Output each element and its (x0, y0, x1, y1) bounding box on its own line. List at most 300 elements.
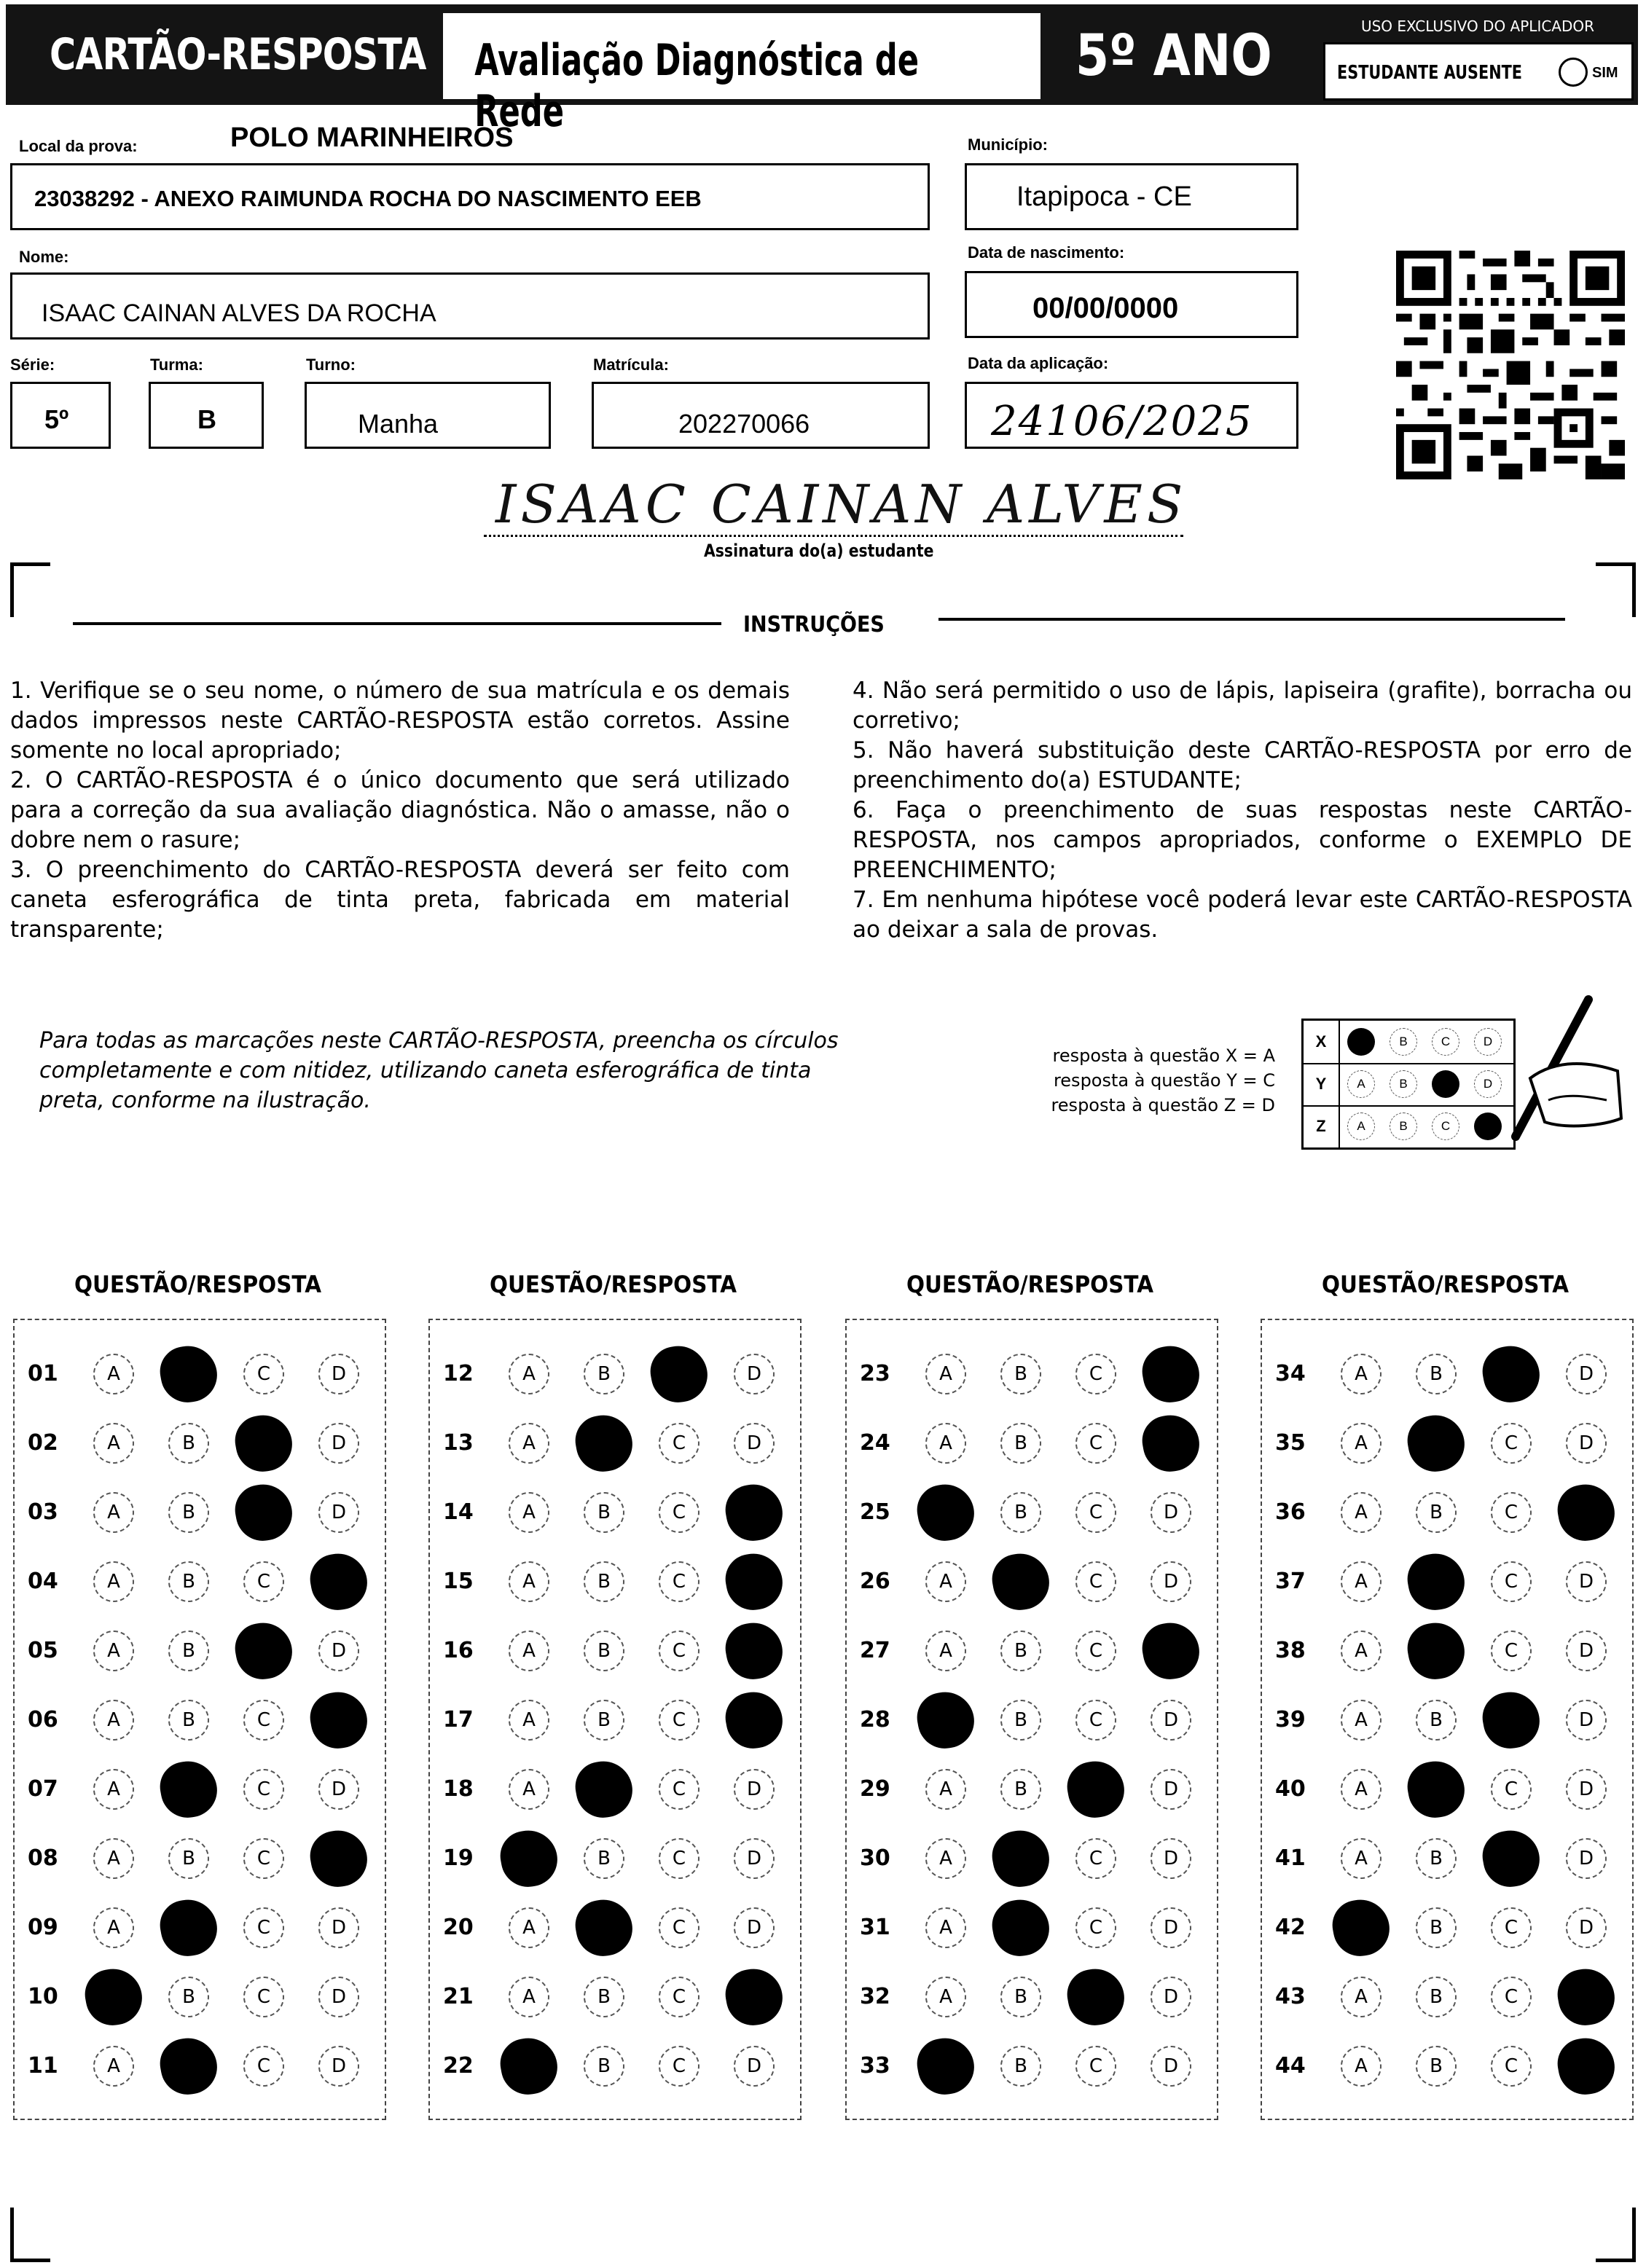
answer-bubble-d[interactable]: D (1151, 1561, 1191, 1602)
question-number: 07 (28, 1776, 58, 1802)
answer-bubble-c[interactable]: C (1478, 1687, 1544, 1753)
applicator-title: USO EXCLUSIVO DO APLICADOR (1360, 17, 1595, 35)
answer-bubble-b[interactable]: B (1000, 1769, 1041, 1810)
answer-bubble-b[interactable]: B (168, 1631, 209, 1671)
column-title: QUESTÃO/RESPOSTA (490, 1271, 737, 1298)
school-field (10, 163, 930, 230)
answer-bubble-c[interactable]: C (659, 1907, 699, 1948)
turno-field (305, 382, 551, 449)
answer-bubble-b[interactable]: B (1416, 1700, 1457, 1741)
answer-bubble-d[interactable]: D (318, 1907, 359, 1948)
answer-bubble-c[interactable]: C (659, 1977, 699, 2017)
example-bubble-d: D (1474, 1028, 1502, 1056)
answer-bubble-d[interactable]: D (721, 1549, 787, 1614)
answer-bubble-a[interactable]: A (913, 1480, 979, 1545)
answer-bubble-c[interactable]: C (231, 1480, 297, 1545)
answer-bubble-d[interactable]: D (318, 1423, 359, 1464)
question-number: 17 (443, 1707, 474, 1733)
answer-bubble-a[interactable]: A (496, 1826, 562, 1891)
question-number: 10 (28, 1984, 58, 2009)
answer-bubble-b[interactable]: B (584, 1700, 624, 1741)
answer-bubble-c[interactable]: C (1075, 1838, 1116, 1879)
column-title: QUESTÃO/RESPOSTA (74, 1271, 321, 1298)
question-number: 27 (860, 1638, 890, 1663)
answer-bubble-a[interactable]: A (93, 1700, 134, 1741)
question-number: 33 (860, 2053, 890, 2079)
instructions-right (853, 676, 1632, 945)
answer-bubble-b[interactable]: B (1403, 1757, 1469, 1822)
example-bubble-d: D (1474, 1070, 1502, 1098)
answer-bubble-d[interactable]: D (318, 1977, 359, 2017)
answer-bubble-d[interactable]: D (1566, 1700, 1607, 1741)
answer-bubble-b[interactable]: B (988, 1826, 1054, 1891)
answer-bubble-c[interactable]: C (243, 2046, 284, 2087)
answer-bubble-b[interactable]: B (584, 1838, 624, 1879)
answer-bubble-c[interactable]: C (1491, 1492, 1532, 1533)
answer-bubble-a[interactable]: A (925, 1907, 966, 1948)
question-number: 44 (1275, 2053, 1306, 2079)
polo-value: POLO MARINHEIROS (230, 122, 514, 153)
answer-bubble-a[interactable]: A (1341, 1354, 1382, 1394)
answer-bubble-a[interactable]: A (93, 1631, 134, 1671)
answer-bubble-b[interactable]: B (168, 1492, 209, 1533)
answer-bubble-c[interactable]: C (1491, 1907, 1532, 1948)
answer-bubble-b[interactable]: B (1403, 1410, 1469, 1476)
answer-bubble-a[interactable]: A (509, 1492, 549, 1533)
answer-bubble-d[interactable]: D (1138, 1618, 1204, 1684)
answer-bubble-b[interactable]: B (1416, 1838, 1457, 1879)
answer-bubble-c[interactable]: C (659, 1561, 699, 1602)
answer-bubble-b[interactable]: B (584, 1354, 624, 1394)
answer-bubble-d[interactable]: D (734, 1907, 775, 1948)
question-number: 29 (860, 1776, 890, 1802)
answer-bubble-c[interactable]: C (1075, 1700, 1116, 1741)
answer-bubble-d[interactable]: D (1151, 2046, 1191, 2087)
example-bubble-a: A (1347, 1070, 1375, 1098)
matricula-value: 202270066 (678, 409, 810, 439)
instruction-item: 2. O CARTÃO-RESPOSTA é o único documento que será utilizado para a correção da sua avaliação diagnóstica. Não o amasse, não o dobre nem o rasure; (10, 767, 790, 853)
answer-bubble-b[interactable]: B (156, 1895, 222, 1961)
answer-bubble-d[interactable]: D (306, 1687, 372, 1753)
answer-bubble-c[interactable]: C (231, 1618, 297, 1684)
answer-bubble-c[interactable]: C (646, 1341, 712, 1407)
answer-bubble-c[interactable]: C (1491, 1977, 1532, 2017)
answer-bubble-c[interactable]: C (243, 1907, 284, 1948)
answer-bubble-c[interactable]: C (243, 1838, 284, 1879)
answer-bubble-c[interactable]: C (1075, 1423, 1116, 1464)
example-bubble-b: B (1390, 1070, 1417, 1098)
answer-bubble-a[interactable]: A (925, 1769, 966, 1810)
header-bar (6, 4, 1638, 137)
answer-bubble-c[interactable]: C (1075, 1561, 1116, 1602)
nascimento-field (965, 271, 1298, 338)
question-number: 36 (1275, 1499, 1306, 1525)
answer-bubble-a[interactable]: A (1341, 2046, 1382, 2087)
question-number: 23 (860, 1361, 890, 1386)
example-bubble-c: C (1432, 1113, 1459, 1140)
answer-bubble-d[interactable]: D (734, 1769, 775, 1810)
answer-bubble-b[interactable]: B (1416, 2046, 1457, 2087)
question-number: 30 (860, 1845, 890, 1871)
answer-bubble-b[interactable]: B (1416, 1907, 1457, 1948)
answer-bubble-b[interactable]: B (571, 1410, 637, 1476)
aplicacao-handwritten: 24106/2025 (991, 398, 1253, 445)
question-number: 35 (1275, 1430, 1306, 1456)
answer-bubble-b[interactable]: B (1416, 1354, 1457, 1394)
local-label: Local da prova: (19, 137, 138, 155)
answer-bubble-c[interactable]: C (243, 1977, 284, 2017)
answer-bubble-d[interactable]: D (1151, 1769, 1191, 1810)
answer-bubble-d[interactable]: D (318, 1492, 359, 1533)
answer-bubble-d[interactable]: D (1553, 1480, 1619, 1545)
example-question-label: Z (1304, 1105, 1340, 1147)
example-bubble-b: B (1390, 1113, 1417, 1140)
municipio-field (965, 163, 1298, 230)
question-number: 41 (1275, 1845, 1306, 1871)
pen-hand-icon (1479, 991, 1625, 1166)
answer-bubble-d[interactable]: D (1566, 1769, 1607, 1810)
question-number: 16 (443, 1638, 474, 1663)
card-subtitle: Avaliação Diagnóstica de Rede (474, 35, 920, 137)
answer-bubble-a[interactable]: A (93, 1354, 134, 1394)
answer-bubble-a[interactable]: A (1341, 1631, 1382, 1671)
answer-bubble-b[interactable]: B (156, 1341, 222, 1407)
answer-bubble-c[interactable]: C (659, 1769, 699, 1810)
answer-bubble-a[interactable]: A (509, 1423, 549, 1464)
answer-bubble-d[interactable]: D (1566, 1354, 1607, 1394)
example-line: resposta à questão X = A (1052, 1045, 1275, 1066)
answer-bubble-c[interactable]: C (1075, 1492, 1116, 1533)
question-number: 05 (28, 1638, 58, 1663)
instruction-item: 1. Verifique se o seu nome, o número de sua matrícula e os demais dados impressos neste CARTÃO-RESPOSTA estão corretos. Assine somente no local apropriado; (10, 678, 790, 764)
question-number: 31 (860, 1915, 890, 1940)
school-value: 23038292 - ANEXO RAIMUNDA ROCHA DO NASCIMENTO EEB (34, 186, 702, 211)
question-number: 37 (1275, 1569, 1306, 1594)
instruction-item: 3. O preenchimento do CARTÃO-RESPOSTA deverá ser feito com caneta esferográfica de tinta preta, fabricada em material transparente; (10, 857, 790, 943)
question-number: 04 (28, 1569, 58, 1594)
matricula-label: Matrícula: (593, 356, 669, 374)
answer-bubble-b[interactable]: B (988, 1895, 1054, 1961)
question-number: 24 (860, 1430, 890, 1456)
answer-bubble-d[interactable]: D (1566, 1907, 1607, 1948)
answer-bubble-b[interactable]: B (571, 1895, 637, 1961)
instruction-item: 5. Não haverá substituição deste CARTÃO-RESPOSTA por erro de preenchimento do(a) ESTUDANTE; (853, 737, 1632, 793)
answer-bubble-a[interactable]: A (93, 2046, 134, 2087)
answer-bubble-a[interactable]: A (93, 1492, 134, 1533)
answer-bubble-a[interactable]: A (1341, 1977, 1382, 2017)
answer-bubble-b[interactable]: B (1000, 1492, 1041, 1533)
nome-value: ISAAC CAINAN ALVES DA ROCHA (42, 299, 436, 327)
answer-bubble-d[interactable]: D (1553, 1964, 1619, 2030)
answer-bubble-d[interactable]: D (1138, 1341, 1204, 1407)
absent-checkbox[interactable] (1559, 58, 1588, 87)
instruction-item: 4. Não será permitido o uso de lápis, lapiseira (grafite), borracha ou corretivo; (853, 678, 1632, 734)
question-number: 32 (860, 1984, 890, 2009)
answer-bubble-a[interactable]: A (93, 1907, 134, 1948)
turno-value: Manha (358, 409, 439, 439)
question-number: 39 (1275, 1707, 1306, 1733)
answer-bubble-b[interactable]: B (584, 1561, 624, 1602)
question-number: 14 (443, 1499, 474, 1525)
answer-bubble-d[interactable]: D (1553, 2033, 1619, 2099)
answer-bubble-a[interactable]: A (925, 1977, 966, 2017)
turma-field (149, 382, 264, 449)
answer-bubble-d[interactable]: D (721, 1480, 787, 1545)
card-title: CARTÃO-RESPOSTA (50, 29, 426, 80)
answer-bubble-a[interactable]: A (93, 1838, 134, 1879)
example-bubble-b: B (1390, 1028, 1417, 1056)
answer-bubble-b[interactable]: B (1416, 1492, 1457, 1533)
answer-bubble-c[interactable]: C (1075, 1354, 1116, 1394)
answer-bubble-c[interactable]: C (231, 1410, 297, 1476)
answer-bubble-c[interactable]: C (1491, 2046, 1532, 2087)
column-title: QUESTÃO/RESPOSTA (1322, 1271, 1569, 1298)
question-number: 18 (443, 1776, 474, 1802)
answer-bubble-b[interactable]: B (1403, 1618, 1469, 1684)
answer-bubble-b[interactable]: B (571, 1757, 637, 1822)
signature-line (484, 535, 1183, 537)
nascimento-label: Data de nascimento: (968, 243, 1125, 262)
fill-instruction: Para todas as marcações neste CARTÃO-RESPOSTA, preencha os círculos completamente e com nitidez, utilizando caneta esferográfica de tinta preta, conforme na ilustração. (39, 1028, 839, 1113)
answer-bubble-d[interactable]: D (1151, 1700, 1191, 1741)
instruction-item: 6. Faça o preenchimento de suas respostas neste CARTÃO-RESPOSTA, nos campos apropriados, conforme o EXEMPLO DE PREENCHIMENTO; (853, 797, 1632, 883)
answer-bubble-a[interactable]: A (93, 1561, 134, 1602)
corner-mark-top-right (1596, 562, 1636, 617)
answer-bubble-a[interactable]: A (509, 1561, 549, 1602)
answer-bubble-c[interactable]: C (1478, 1341, 1544, 1407)
question-number: 06 (28, 1707, 58, 1733)
answer-bubble-c[interactable]: C (1491, 1561, 1532, 1602)
question-number: 19 (443, 1845, 474, 1871)
answer-bubble-c[interactable]: C (1063, 1757, 1129, 1822)
answer-bubble-d[interactable]: D (734, 1423, 775, 1464)
example-question-label: X (1304, 1021, 1340, 1063)
answer-bubble-a[interactable]: A (1341, 1492, 1382, 1533)
instructions-rule-left (73, 622, 721, 625)
answer-bubble-a[interactable]: A (509, 1631, 549, 1671)
answer-bubble-c[interactable]: C (659, 1700, 699, 1741)
nascimento-value: 00/00/0000 (1032, 292, 1179, 324)
answer-bubble-d[interactable]: D (306, 1826, 372, 1891)
subtitle-box (443, 13, 1040, 137)
answer-bubble-d[interactable]: D (734, 1838, 775, 1879)
answer-bubble-a[interactable]: A (81, 1964, 146, 2030)
municipio-label: Município: (968, 136, 1048, 154)
instructions-left (10, 676, 790, 945)
answer-bubble-b[interactable]: B (1000, 1631, 1041, 1671)
municipio-value: Itapipoca - CE (1016, 181, 1192, 212)
answer-bubble-a[interactable]: A (93, 1423, 134, 1464)
answer-bubble-b[interactable]: B (168, 1700, 209, 1741)
answer-bubble-c[interactable]: C (1075, 1907, 1116, 1948)
instructions-rule-right (938, 618, 1565, 621)
question-number: 21 (443, 1984, 474, 2009)
answer-bubble-d[interactable]: D (1566, 1838, 1607, 1879)
answer-bubble-c[interactable]: C (659, 1838, 699, 1879)
answer-bubble-d[interactable]: D (318, 2046, 359, 2087)
answer-bubble-a[interactable]: A (1341, 1769, 1382, 1810)
serie-label: Série: (10, 356, 55, 374)
nome-label: Nome: (19, 248, 69, 266)
example-line: resposta à questão Z = D (1051, 1095, 1275, 1115)
question-number: 40 (1275, 1776, 1306, 1802)
nome-field (10, 272, 930, 340)
qr-code (1396, 251, 1625, 479)
example-question-label: Y (1304, 1063, 1340, 1105)
answer-bubble-c[interactable]: C (1063, 1964, 1129, 2030)
turma-value: B (197, 404, 216, 434)
answer-bubble-d[interactable]: D (721, 1964, 787, 2030)
answer-bubble-a[interactable]: A (1341, 1838, 1382, 1879)
answer-bubble-a[interactable]: A (1328, 1895, 1394, 1961)
answer-bubble-d[interactable]: D (318, 1354, 359, 1394)
answer-bubble-d[interactable]: D (1151, 1492, 1191, 1533)
answer-bubble-c[interactable]: C (659, 1492, 699, 1533)
corner-mark-bottom-left (10, 2208, 50, 2262)
question-number: 15 (443, 1569, 474, 1594)
answer-bubble-c[interactable]: C (1075, 1631, 1116, 1671)
corner-mark-top-left (10, 562, 50, 617)
answer-bubble-c[interactable]: C (1075, 2046, 1116, 2087)
example-bubble-d: D (1474, 1113, 1502, 1140)
example-bubble-a: A (1347, 1028, 1375, 1056)
question-number: 25 (860, 1499, 890, 1525)
turma-label: Turma: (150, 356, 203, 374)
example-bubble-c: C (1432, 1028, 1459, 1056)
grade-year: 5º ANO (1075, 23, 1272, 89)
aplicacao-label: Data da aplicação: (968, 354, 1109, 372)
instructions-title: INSTRUÇÕES (743, 612, 885, 637)
answer-bubble-a[interactable]: A (509, 1907, 549, 1948)
answer-bubble-b[interactable]: B (1416, 1977, 1457, 2017)
answer-bubble-b[interactable]: B (168, 1561, 209, 1602)
answer-bubble-b[interactable]: B (584, 1977, 624, 2017)
answer-bubble-b[interactable]: B (1000, 1700, 1041, 1741)
answer-bubble-c[interactable]: C (243, 1354, 284, 1394)
answer-bubble-a[interactable]: A (925, 1423, 966, 1464)
answer-bubble-b[interactable]: B (584, 1631, 624, 1671)
instruction-item: 7. Em nenhuma hipótese você poderá levar este CARTÃO-RESPOSTA ao deixar a sala de provas. (853, 887, 1632, 943)
question-number: 03 (28, 1499, 58, 1525)
answer-bubble-b[interactable]: B (156, 1757, 222, 1822)
answer-bubble-c[interactable]: C (659, 2046, 699, 2087)
answer-bubble-a[interactable]: A (913, 2033, 979, 2099)
answer-bubble-d[interactable]: D (1151, 1907, 1191, 1948)
question-number: 13 (443, 1430, 474, 1456)
answer-bubble-b[interactable]: B (1403, 1549, 1469, 1614)
answer-bubble-a[interactable]: A (925, 1561, 966, 1602)
answer-bubble-d[interactable]: D (721, 1618, 787, 1684)
answer-bubble-a[interactable]: A (93, 1769, 134, 1810)
question-number: 22 (443, 2053, 474, 2079)
answer-bubble-b[interactable]: B (1000, 1423, 1041, 1464)
answer-bubble-a[interactable]: A (913, 1687, 979, 1753)
answer-bubble-c[interactable]: C (1491, 1769, 1532, 1810)
matricula-field (592, 382, 930, 449)
answer-bubble-b[interactable]: B (168, 1977, 209, 2017)
answer-bubble-a[interactable]: A (1341, 1561, 1382, 1602)
question-number: 28 (860, 1707, 890, 1733)
question-number: 20 (443, 1915, 474, 1940)
turno-label: Turno: (306, 356, 356, 374)
answer-bubble-d[interactable]: D (1151, 1838, 1191, 1879)
answer-bubble-a[interactable]: A (1341, 1423, 1382, 1464)
answer-bubble-a[interactable]: A (509, 1769, 549, 1810)
answer-bubble-b[interactable]: B (156, 2033, 222, 2099)
answer-bubble-d[interactable]: D (1566, 1423, 1607, 1464)
question-number: 12 (443, 1361, 474, 1386)
answer-bubble-d[interactable]: D (318, 1631, 359, 1671)
answer-bubble-c[interactable]: C (243, 1769, 284, 1810)
answer-bubble-c[interactable]: C (659, 1423, 699, 1464)
serie-value: 5º (44, 404, 69, 434)
corner-mark-bottom-right (1596, 2208, 1636, 2262)
answer-bubble-d[interactable]: D (1566, 1631, 1607, 1671)
answer-bubble-c[interactable]: C (243, 1700, 284, 1741)
answer-bubble-a[interactable]: A (1341, 1700, 1382, 1741)
question-number: 02 (28, 1430, 58, 1456)
answer-bubble-b[interactable]: B (1000, 1354, 1041, 1394)
example-bubble-c: C (1432, 1070, 1459, 1098)
answer-bubble-a[interactable]: A (509, 1700, 549, 1741)
serie-field (10, 382, 111, 449)
signature-handwritten: ISAAC CAINAN ALVES (495, 474, 1188, 535)
answer-bubble-d[interactable]: D (318, 1769, 359, 1810)
answer-bubble-b[interactable]: B (584, 2046, 624, 2087)
question-number: 34 (1275, 1361, 1306, 1386)
answer-bubble-a[interactable]: A (509, 1977, 549, 2017)
answer-bubble-d[interactable]: D (1151, 1977, 1191, 2017)
question-number: 11 (28, 2053, 58, 2079)
answer-bubble-a[interactable]: A (496, 2033, 562, 2099)
answer-bubble-d[interactable]: D (721, 1687, 787, 1753)
absent-label: ESTUDANTE AUSENTE (1337, 62, 1523, 84)
example-legend (1035, 1043, 1275, 1118)
answer-bubble-a[interactable]: A (925, 1838, 966, 1879)
answer-bubble-d[interactable]: D (306, 1549, 372, 1614)
answer-bubble-b[interactable]: B (1000, 1977, 1041, 2017)
answer-bubble-d[interactable]: D (1566, 1561, 1607, 1602)
answer-bubble-d[interactable]: D (1138, 1410, 1204, 1476)
question-number: 09 (28, 1915, 58, 1940)
absent-box (1323, 42, 1634, 101)
example-bubble-a: A (1347, 1113, 1375, 1140)
question-number: 38 (1275, 1638, 1306, 1663)
answer-bubble-d[interactable]: D (734, 2046, 775, 2087)
signature-label: Assinatura do(a) estudante (704, 541, 934, 561)
absent-option: SIM (1592, 65, 1618, 81)
question-number: 42 (1275, 1915, 1306, 1940)
answer-bubble-a[interactable]: A (509, 1354, 549, 1394)
question-number: 26 (860, 1569, 890, 1594)
answer-bubble-b[interactable]: B (168, 1838, 209, 1879)
answer-bubble-b[interactable]: B (988, 1549, 1054, 1614)
answer-bubble-b[interactable]: B (584, 1492, 624, 1533)
answer-bubble-c[interactable]: C (1491, 1423, 1532, 1464)
answer-bubble-a[interactable]: A (925, 1631, 966, 1671)
example-line: resposta à questão Y = C (1053, 1070, 1275, 1091)
answer-bubble-c[interactable]: C (659, 1631, 699, 1671)
question-number: 43 (1275, 1984, 1306, 2009)
question-number: 08 (28, 1845, 58, 1871)
answer-bubble-c[interactable]: C (243, 1561, 284, 1602)
answer-bubble-a[interactable]: A (925, 1354, 966, 1394)
answer-bubble-b[interactable]: B (168, 1423, 209, 1464)
answer-bubble-c[interactable]: C (1478, 1826, 1544, 1891)
answer-bubble-d[interactable]: D (734, 1354, 775, 1394)
answer-bubble-b[interactable]: B (1000, 2046, 1041, 2087)
answer-bubble-c[interactable]: C (1491, 1631, 1532, 1671)
